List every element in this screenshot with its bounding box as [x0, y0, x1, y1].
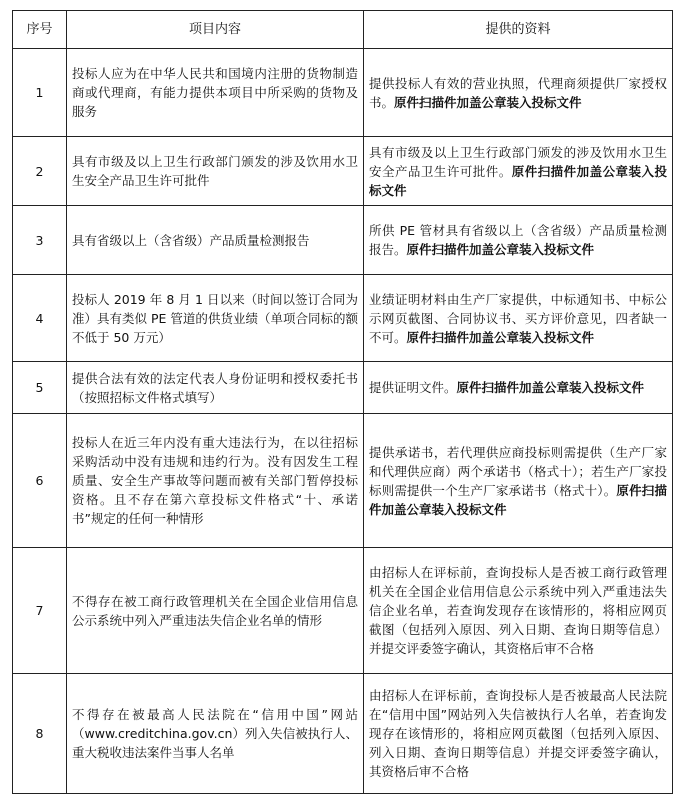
doc-text: 提供投标人有效的营业执照，代理商须提供厂家授权书。 [369, 75, 667, 110]
row-number: 8 [13, 674, 67, 794]
row-item: 具有省级以上（含省级）产品质量检测报告 [67, 206, 364, 275]
doc-text: 业绩证明材料由生产厂家提供，中标通知书、中标公示网页截图、合同协议书、买方评价意见，四者缺一不可。 [369, 291, 667, 345]
doc-bold-text: 原件扫描件加盖公章装入投标文件 [394, 94, 582, 110]
row-number: 6 [13, 414, 67, 548]
row-number: 1 [13, 49, 67, 137]
row-number: 3 [13, 206, 67, 275]
doc-bold-text: 原件扫描件加盖公章装入投标文件 [369, 482, 667, 517]
header-item: 项目内容 [67, 11, 364, 49]
row-doc [364, 362, 673, 414]
row-doc [364, 49, 673, 137]
table-row [13, 137, 673, 206]
doc-text: 具有市级及以上卫生行政部门颁发的涉及饮用水卫生安全产品卫生许可批件。 [369, 144, 667, 179]
doc-text: 所供 PE 管材具有省级以上（含省级）产品质量检测报告。 [369, 223, 667, 257]
row-item: 投标人在近三年内没有重大违法行为，在以往招标采购活动中没有违规和违约行为。没有因发生工程质量、安全生产事故等问题而被有关部门暂停投标资格。且不存在第六章投标文件格式“十、承诺书”规定的任何一种情形 [67, 414, 364, 548]
row-item: 投标人应为在中华人民共和国境内注册的货物制造商或代理商，有能力提供本项目中所采购的货物及服务 [67, 49, 364, 137]
doc-text: 提供承诺书，若代理供应商投标则需提供（生产厂家和代理供应商）两个承诺书（格式十）；若生产厂家投标则需提供一个生产厂家承诺书（格式十）。 [369, 444, 667, 498]
row-number: 5 [13, 362, 67, 414]
row-doc [364, 414, 673, 548]
requirements-table [12, 10, 673, 794]
table-row [13, 414, 673, 548]
doc-bold-text: 原件扫描件加盖公章装入投标文件 [456, 380, 645, 395]
row-item: 不得存在被工商行政管理机关在全国企业信用信息公示系统中列入严重违法失信企业名单的情形 [67, 548, 364, 674]
doc-text: 由招标人在评标前，查询投标人是否被最高人民法院在“信用中国”网站列入失信被执行人名单，若查询发现存在该情形的，将相应网页截图（包括列入原因、列入日期、查询日期等信息）并提交评委签字确认，其资格后审不合格 [369, 688, 667, 779]
table-row [13, 362, 673, 414]
row-doc [364, 548, 673, 674]
row-number: 7 [13, 548, 67, 674]
header-doc: 提供的资料 [364, 11, 673, 49]
row-doc [364, 674, 673, 794]
doc-text: 由招标人在评标前，查询投标人是否被工商行政管理机关在全国企业信用信息公示系统中列入严重违法失信企业名单，若查询发现存在该情形的，将相应网页截图（包括列入原因、列入日期、查询日期等信息）并提交评委签字确认，其资格后审不合格 [369, 565, 667, 656]
row-number: 2 [13, 137, 67, 206]
header-row [13, 11, 673, 49]
table-row [13, 49, 673, 137]
table-row [13, 275, 673, 362]
doc-text: 提供证明文件。 [369, 380, 457, 395]
table-row [13, 548, 673, 674]
doc-bold-text: 原件扫描件加盖公章装入投标文件 [406, 242, 595, 257]
doc-bold-text: 原件扫描件加盖公章装入投标文件 [406, 329, 595, 345]
table-row [13, 206, 673, 275]
row-number: 4 [13, 275, 67, 362]
row-item: 具有市级及以上卫生行政部门颁发的涉及饮用水卫生安全产品卫生许可批件 [67, 137, 364, 206]
doc-bold-text: 原件扫描件加盖公章装入投标文件 [369, 163, 667, 198]
row-doc [364, 206, 673, 275]
header-no: 序号 [13, 11, 67, 49]
row-doc [364, 137, 673, 206]
row-item: 不得存在被最高人民法院在“信用中国”网站（www.creditchina.gov.cn）列入失信被执行人、重大税收违法案件当事人名单 [67, 674, 364, 794]
row-doc [364, 275, 673, 362]
row-item: 提供合法有效的法定代表人身份证明和授权委托书（按照招标文件格式填写） [67, 362, 364, 414]
row-item: 投标人 2019 年 8 月 1 日以来（时间以签订合同为准）具有类似 PE 管道的供货业绩（单项合同标的额不低于 50 万元） [67, 275, 364, 362]
table-row [13, 674, 673, 794]
